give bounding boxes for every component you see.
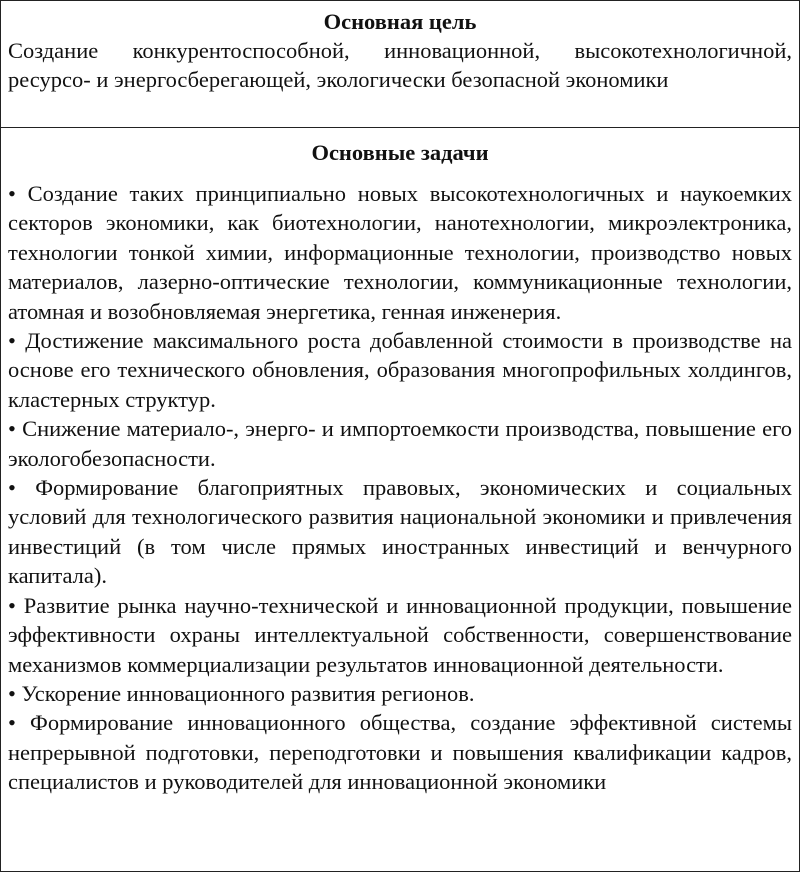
goal-section [1, 1, 799, 128]
tasks-section [1, 128, 799, 797]
task-item: • Развитие рынка научно-технической и инновационной продукции, повышение эффективности охраны интеллектуальной собственности, совершенствование механизмов коммерциализации результатов инновационной деятельности. [8, 592, 792, 677]
task-item: • Снижение материало-, энерго- и импортоемкости производства, повышение его экологобезопасности. [8, 416, 792, 471]
tasks-heading: Основные задачи [311, 140, 489, 165]
goal-text: Создание конкурентоспособной, инновационной, высокотехнологичной, ресурсо- и энергосберегающей, экологически безопасной экономики [8, 38, 792, 93]
task-item: • Ускорение инновационного развития регионов. [8, 680, 475, 706]
task-item: • Формирование благоприятных правовых, экономических и социальных условий для технологического развития национальной экономики и привлечения инвестиций (в том числе прямых иностранных инвестиций и венчурного капитала). [8, 475, 792, 589]
task-item: • Создание таких принципиально новых высокотехнологичных и наукоемких секторов экономики, как биотехнологии, нанотехнологии, микроэлектроника, технологии тонкой химии, информационные технологии, производство новых материалов, лазерно-оптические технологии, коммуникационные технологии, атомная и возобновляемая энергетика, генная инженерия. [8, 181, 792, 324]
task-item: • Достижение максимального роста добавленной стоимости в производстве на основе его технического обновления, образования многопрофильных холдингов, кластерных структур. [8, 328, 792, 412]
goal-heading: Основная цель [323, 9, 477, 34]
task-item: • Формирование инновационного общества, создание эффективной системы непрерывной подготовки, переподготовки и повышения квалификации кадров, специалистов и руководителей для инновационной экономики [8, 710, 792, 795]
